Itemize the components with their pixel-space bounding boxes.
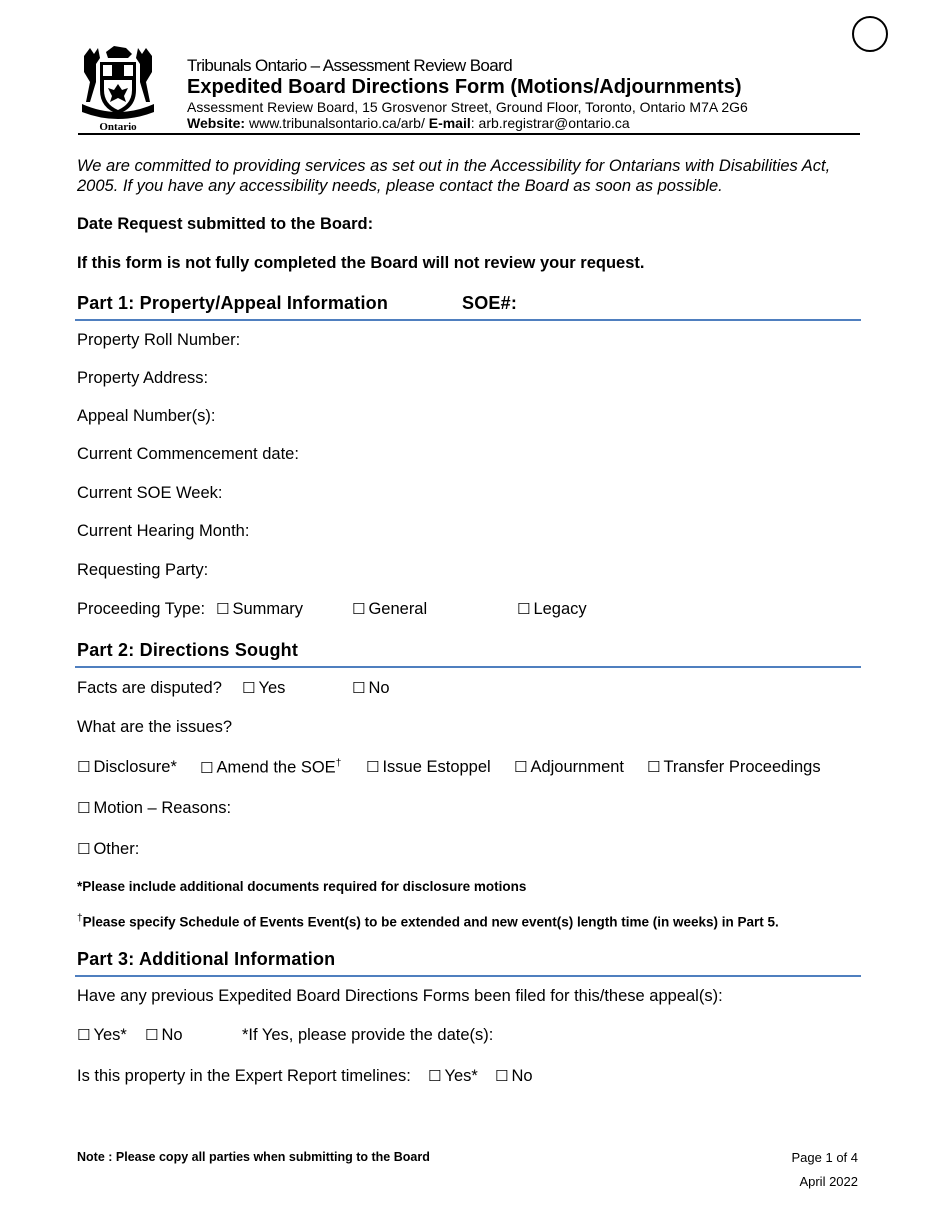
checkbox-icon[interactable]: ☐ bbox=[77, 799, 91, 817]
checkbox-icon[interactable]: ☐ bbox=[647, 758, 661, 776]
date-request-label: Date Request submitted to the Board: bbox=[77, 215, 374, 233]
checkbox-icon[interactable]: ☐ bbox=[495, 1067, 509, 1085]
checkbox-icon[interactable]: ☐ bbox=[77, 1026, 91, 1044]
checkbox-icon[interactable]: ☐ bbox=[242, 679, 256, 697]
issue-estoppel-option[interactable]: ☐ Issue Estoppel bbox=[366, 758, 491, 776]
ontario-coat-of-arms-logo bbox=[78, 42, 158, 132]
issue-adjournment-option[interactable]: ☐ Adjournment bbox=[514, 758, 625, 776]
roll-number-field[interactable]: Property Roll Number: bbox=[77, 331, 241, 349]
logo-wordmark: Ontario bbox=[99, 121, 137, 132]
appeal-numbers-field[interactable]: Appeal Number(s): bbox=[77, 407, 216, 425]
facts-yes-option[interactable]: ☐ Yes bbox=[242, 679, 286, 697]
website-link[interactable]: www.tribunalsontario.ca/arb/ bbox=[245, 115, 429, 131]
issue-transfer-option[interactable]: ☐ Transfer Proceedings bbox=[647, 758, 821, 776]
checkbox-icon[interactable]: ☐ bbox=[200, 758, 214, 777]
part1-divider bbox=[75, 319, 861, 321]
hearing-month-field[interactable]: Current Hearing Month: bbox=[77, 522, 250, 540]
part1-title: Part 1: Property/Appeal Information bbox=[77, 293, 389, 313]
organization-name: Tribunals Ontario – Assessment Review Board bbox=[187, 56, 513, 75]
checkbox-icon[interactable]: ☐ bbox=[77, 758, 91, 776]
footer-note: Note : Please copy all parties when submitting to the Board bbox=[77, 1150, 430, 1164]
checkbox-icon[interactable]: ☐ bbox=[145, 1026, 159, 1044]
header-divider bbox=[78, 133, 860, 135]
motion-reasons-option[interactable]: ☐ Motion – Reasons: bbox=[77, 799, 232, 817]
disclosure-footnote: *Please include additional documents required for disclosure motions bbox=[77, 879, 527, 894]
soe-week-field[interactable]: Current SOE Week: bbox=[77, 484, 223, 502]
issue-amend-soe-option[interactable]: ☐ Amend the SOE† bbox=[200, 758, 342, 777]
checkbox-icon[interactable]: ☐ bbox=[352, 679, 366, 697]
previous-forms-yes-option[interactable]: ☐ Yes* bbox=[77, 1026, 127, 1044]
completion-warning: If this form is not fully completed the Board will not review your request. bbox=[77, 254, 645, 272]
part2-divider bbox=[75, 666, 861, 668]
form-title: Expedited Board Directions Form (Motions/Adjournments) bbox=[187, 76, 742, 98]
previous-forms-no-option[interactable]: ☐ No bbox=[145, 1026, 183, 1044]
requesting-party-field[interactable]: Requesting Party: bbox=[77, 561, 209, 579]
expert-yes-option[interactable]: ☐ Yes* bbox=[428, 1067, 478, 1085]
email-link[interactable]: : arb.registrar@ontario.ca bbox=[470, 115, 630, 131]
other-option[interactable]: ☐ Other: bbox=[77, 840, 140, 858]
expert-report-question: Is this property in the Expert Report timelines: bbox=[77, 1067, 411, 1085]
previous-forms-question: Have any previous Expedited Board Directions Forms been filed for this/these appeal(s): bbox=[77, 987, 723, 1005]
part2-title: Part 2: Directions Sought bbox=[77, 640, 299, 660]
proceeding-type-label: Proceeding Type: bbox=[77, 600, 206, 618]
previous-forms-dates-field[interactable]: *If Yes, please provide the date(s): bbox=[242, 1026, 494, 1044]
checkbox-icon[interactable]: ☐ bbox=[216, 600, 230, 618]
contact-line bbox=[187, 115, 630, 131]
proceeding-general-option[interactable]: ☐ General bbox=[352, 600, 428, 618]
checkbox-icon[interactable]: ☐ bbox=[517, 600, 531, 618]
form-date: April 2022 bbox=[799, 1174, 858, 1189]
proceeding-summary-option[interactable]: ☐ Summary bbox=[216, 600, 304, 618]
website-label: Website: bbox=[187, 115, 246, 131]
proceeding-legacy-option[interactable]: ☐ Legacy bbox=[517, 600, 587, 618]
email-label: E-mail bbox=[428, 115, 471, 131]
part3-title: Part 3: Additional Information bbox=[77, 949, 336, 969]
property-address-field[interactable]: Property Address: bbox=[77, 369, 209, 387]
commencement-date-field[interactable]: Current Commencement date: bbox=[77, 445, 299, 463]
accessibility-notice: We are committed to providing services as set out in the Accessibility for Ontarians with Disabilities Act, 2005. If you have any accessibility needs, please contact the Board as soon as possible. bbox=[77, 157, 831, 195]
checkbox-icon[interactable]: ☐ bbox=[366, 758, 380, 776]
issues-label: What are the issues? bbox=[77, 718, 232, 736]
issue-disclosure-option[interactable]: ☐ Disclosure* bbox=[77, 758, 177, 776]
checkbox-icon[interactable]: ☐ bbox=[77, 840, 91, 858]
page-number: Page 1 of 4 bbox=[791, 1150, 858, 1165]
checkbox-icon[interactable]: ☐ bbox=[352, 600, 366, 618]
board-address: Assessment Review Board, 15 Grosvenor Street, Ground Floor, Toronto, Ontario M7A 2G6 bbox=[187, 99, 748, 115]
soe-number-label: SOE#: bbox=[462, 293, 518, 313]
part3-divider bbox=[75, 975, 861, 977]
checkbox-icon[interactable]: ☐ bbox=[428, 1067, 442, 1085]
facts-disputed-label: Facts are disputed? bbox=[77, 679, 222, 697]
facts-no-option[interactable]: ☐ No bbox=[352, 679, 390, 697]
corner-circle-marker bbox=[852, 16, 888, 52]
checkbox-icon[interactable]: ☐ bbox=[514, 758, 528, 776]
expert-no-option[interactable]: ☐ No bbox=[495, 1067, 533, 1085]
amend-soe-footnote: †Please specify Schedule of Events Event(s) to be extended and new event(s) length time (in weeks) in Part 5. bbox=[77, 913, 779, 930]
